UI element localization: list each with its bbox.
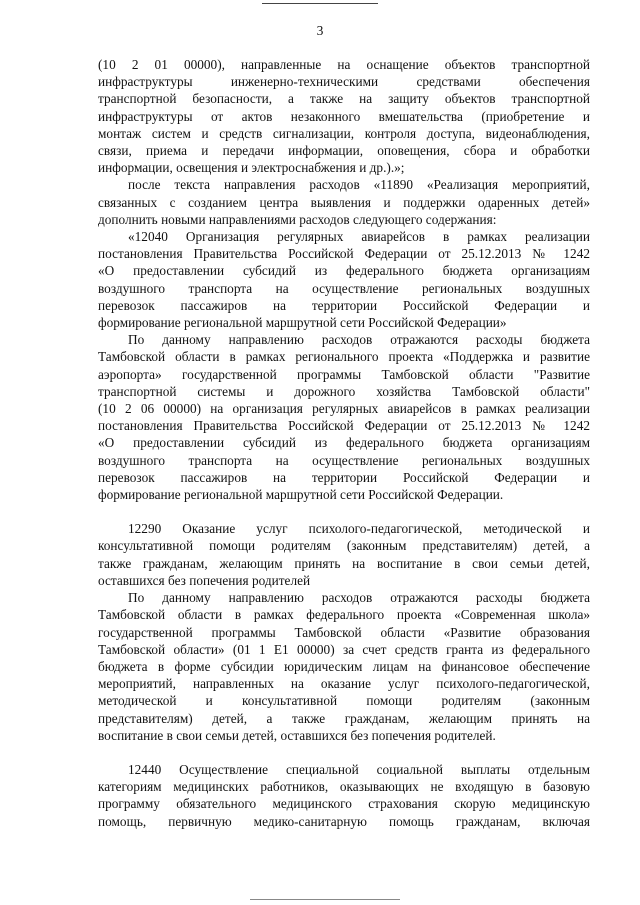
- text-line: транспортной безопасности, а также на защиту объектов транспортной: [98, 91, 590, 107]
- text-line: информации, освещения и электроснабжения и др.).»;: [98, 160, 405, 176]
- document-body: [98, 56, 590, 830]
- text-line: 12440 Осуществление специальной социальной выплаты отдельным: [128, 761, 590, 777]
- text-line: дополнить новыми направлениями расходов следующего содержания:: [98, 211, 497, 227]
- text-line: Тамбовской области в рамках федерального проекта «Современная школа»: [98, 607, 590, 623]
- bottom-rule: [250, 899, 400, 900]
- text-line: постановления Правительства Российской Федерации от 25.12.2013 № 1242: [98, 246, 590, 262]
- text-line: Тамбовской области в рамках регионального проекта «Поддержка и развитие: [98, 349, 590, 365]
- text-line: (10 2 01 00000), направленные на оснащение объектов транспортной: [98, 57, 590, 72]
- text-line: По данному направлению расходов отражаются расходы бюджета: [128, 590, 590, 606]
- text-line: консультативной помощи родителям (законным представителям) детей, а: [98, 538, 590, 554]
- page-number: 3: [316, 23, 324, 38]
- text-line: оставшихся без попечения родителей: [98, 572, 311, 588]
- text-line: монтаж систем и средств сигнализации, контроля доступа, видеонаблюдения,: [98, 125, 590, 141]
- text-line: По данному направлению расходов отражаются расходы бюджета: [128, 332, 590, 348]
- text-line: помощь, первичную медико-санитарную помощь гражданам, включая: [98, 813, 590, 829]
- text-line: методической и консультативной помощи родителям (законным: [98, 693, 590, 709]
- text-line: инфраструктуры от актов незаконного вмешательства (приобретение и: [98, 108, 590, 124]
- text-line: также гражданам, желающим принять на воспитание в свои семьи детей,: [98, 555, 590, 571]
- text-line: бюджета в форме субсидии юридическим лицам на финансовое обеспечение: [98, 658, 590, 674]
- top-rule: [262, 3, 378, 4]
- text-line: перевозок пассажиров на территории Российской Федерации и: [98, 469, 590, 485]
- text-line: постановления Правительства Российской Федерации от 25.12.2013 № 1242: [98, 418, 590, 434]
- text-line: воспитание в свои семьи детей, оставшихся без попечения родителей.: [98, 727, 496, 743]
- text-line: «О предоставлении субсидий из федерального бюджета организациям: [98, 435, 590, 451]
- text-line: формирование региональной маршрутной сети Российской Федерации»: [98, 315, 507, 331]
- text-line: программу обязательного медицинского страхования скорую медицинскую: [98, 796, 590, 812]
- text-line: мероприятий, направленных на оказание услуг психолого-педагогической,: [98, 676, 590, 692]
- text-line: связанных с созданием центра выявления и поддержки одаренных детей»: [98, 194, 590, 210]
- text-line: представителям) детей, а также гражданам, желающим принять на: [98, 710, 590, 726]
- text-line: воздушного транспорта на осуществление региональных воздушных: [98, 280, 590, 296]
- text-line: перевозок пассажиров на территории Российской Федерации и: [98, 297, 590, 313]
- text-line: 12290 Оказание услуг психолого-педагогической, методической и: [128, 521, 590, 537]
- text-line: аэропорта» государственной программы Тамбовской области "Развитие: [98, 366, 590, 382]
- text-line: воздушного транспорта на осуществление региональных воздушных: [98, 452, 590, 468]
- text-line: формирование региональной маршрутной сети Российской Федерации.: [98, 487, 504, 503]
- text-line: транспортной системы и дорожного хозяйства Тамбовской области": [98, 383, 590, 399]
- text-line: категориям медицинских работников, оказывающих не входящую в базовую: [98, 779, 590, 795]
- text-line: Тамбовской области» (01 1 Е1 00000) за счет средств гранта из федерального: [98, 641, 590, 657]
- text-line: (10 2 06 00000) на организация регулярных авиарейсов в рамках реализации: [98, 401, 590, 417]
- paragraph-gap: [98, 744, 590, 761]
- text-line: государственной программы Тамбовской области «Развитие образования: [98, 624, 590, 640]
- text-line: «12040 Организация регулярных авиарейсов в рамках реализации: [128, 229, 590, 245]
- text-line: связи, приема и передачи информации, оповещения, сбора и обработки: [98, 143, 590, 159]
- text-line: после текста направления расходов «11890 «Реализация мероприятий,: [128, 177, 590, 193]
- text-line: инфраструктуры инженерно-техническими средствами обеспечения: [98, 74, 590, 90]
- text-line: «О предоставлении субсидий из федерального бюджета организациям: [98, 263, 590, 279]
- paragraph-gap: [98, 503, 590, 520]
